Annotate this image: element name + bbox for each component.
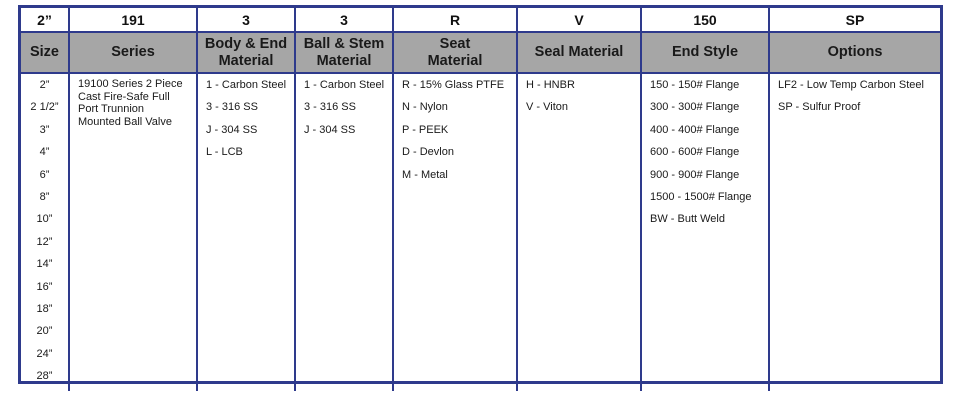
body-end-material-option: 3 - 316 SS [206, 101, 258, 114]
seat-material-column [393, 73, 517, 391]
size-option: 4” [39, 146, 50, 159]
code-body-end: 3 [197, 8, 295, 32]
seat-material-option: R - 15% Glass PTFE [402, 79, 505, 91]
size-option: 2 1/2” [30, 101, 59, 114]
header-end-style: End Style [641, 32, 769, 73]
header-row [21, 32, 940, 73]
end-style-column [641, 73, 769, 391]
header-body-end-material: Body & End Material [197, 32, 295, 73]
seal-material-option: V - Viton [526, 101, 568, 114]
series-column [69, 73, 197, 391]
size-option: 3” [39, 123, 50, 136]
ball-stem-material-option: 1 - Carbon Steel [304, 79, 385, 91]
seal-material-option: H - HNBR [526, 79, 575, 91]
header-seal-material: Seal Material [517, 32, 641, 73]
code-size: 2” [21, 8, 69, 32]
options-option: SP - Sulfur Proof [778, 101, 861, 114]
size-option: 2” [39, 79, 50, 91]
body-end-material-option: L - LCB [206, 146, 243, 159]
size-option: 8” [39, 190, 50, 203]
header-series: Series [69, 32, 197, 73]
options-option: LF2 - Low Temp Carbon Steel [778, 79, 924, 91]
header-options: Options [769, 32, 940, 73]
series-description: 19100 Series 2 Piece Cast Fire-Safe Full Port Trunnion Mounted Ball Valve [78, 78, 183, 128]
size-option: 14” [36, 258, 53, 271]
header-size: Size [21, 32, 69, 73]
seal-material-column [517, 73, 641, 391]
body-end-material-option: J - 304 SS [206, 123, 258, 136]
options-row [21, 73, 940, 391]
size-option: 10” [36, 213, 53, 226]
seat-material-option: N - Nylon [402, 101, 448, 114]
size-option: 28” [36, 370, 53, 383]
code-seat: R [393, 8, 517, 32]
end-style-option: 150 - 150# Flange [650, 79, 740, 91]
code-series: 191 [69, 8, 197, 32]
seat-material-option: M - Metal [402, 168, 448, 181]
options-column [769, 73, 940, 391]
size-option: 18” [36, 302, 53, 315]
ball-stem-material-option: 3 - 316 SS [304, 101, 356, 114]
header-seat-material: Seat Material [393, 32, 517, 73]
code-ball-stem: 3 [295, 8, 393, 32]
code-options: SP [769, 8, 940, 32]
ordering-code-table [21, 8, 940, 391]
end-style-option: 600 - 600# Flange [650, 146, 740, 159]
end-style-option: 1500 - 1500# Flange [650, 190, 752, 203]
end-style-option: 300 - 300# Flange [650, 101, 740, 114]
code-seal: V [517, 8, 641, 32]
size-option: 16” [36, 280, 53, 293]
seat-material-option: D - Devlon [402, 146, 454, 159]
seat-material-option: P - PEEK [402, 123, 449, 136]
size-option: 12” [36, 235, 53, 248]
end-style-option: 400 - 400# Flange [650, 123, 740, 136]
size-option: 6” [39, 168, 50, 181]
size-column [21, 73, 69, 391]
end-style-option: BW - Butt Weld [650, 213, 725, 226]
body-end-material-column [197, 73, 295, 391]
size-option: 24” [36, 347, 53, 360]
end-style-option: 900 - 900# Flange [650, 168, 740, 181]
ball-stem-material-option: J - 304 SS [304, 123, 356, 136]
code-row [21, 8, 940, 32]
code-end-style: 150 [641, 8, 769, 32]
size-option: 20” [36, 325, 53, 338]
ball-stem-material-column [295, 73, 393, 391]
header-ball-stem-material: Ball & Stem Material [295, 32, 393, 73]
valve-ordering-table [18, 5, 943, 384]
body-end-material-option: 1 - Carbon Steel [206, 79, 287, 91]
